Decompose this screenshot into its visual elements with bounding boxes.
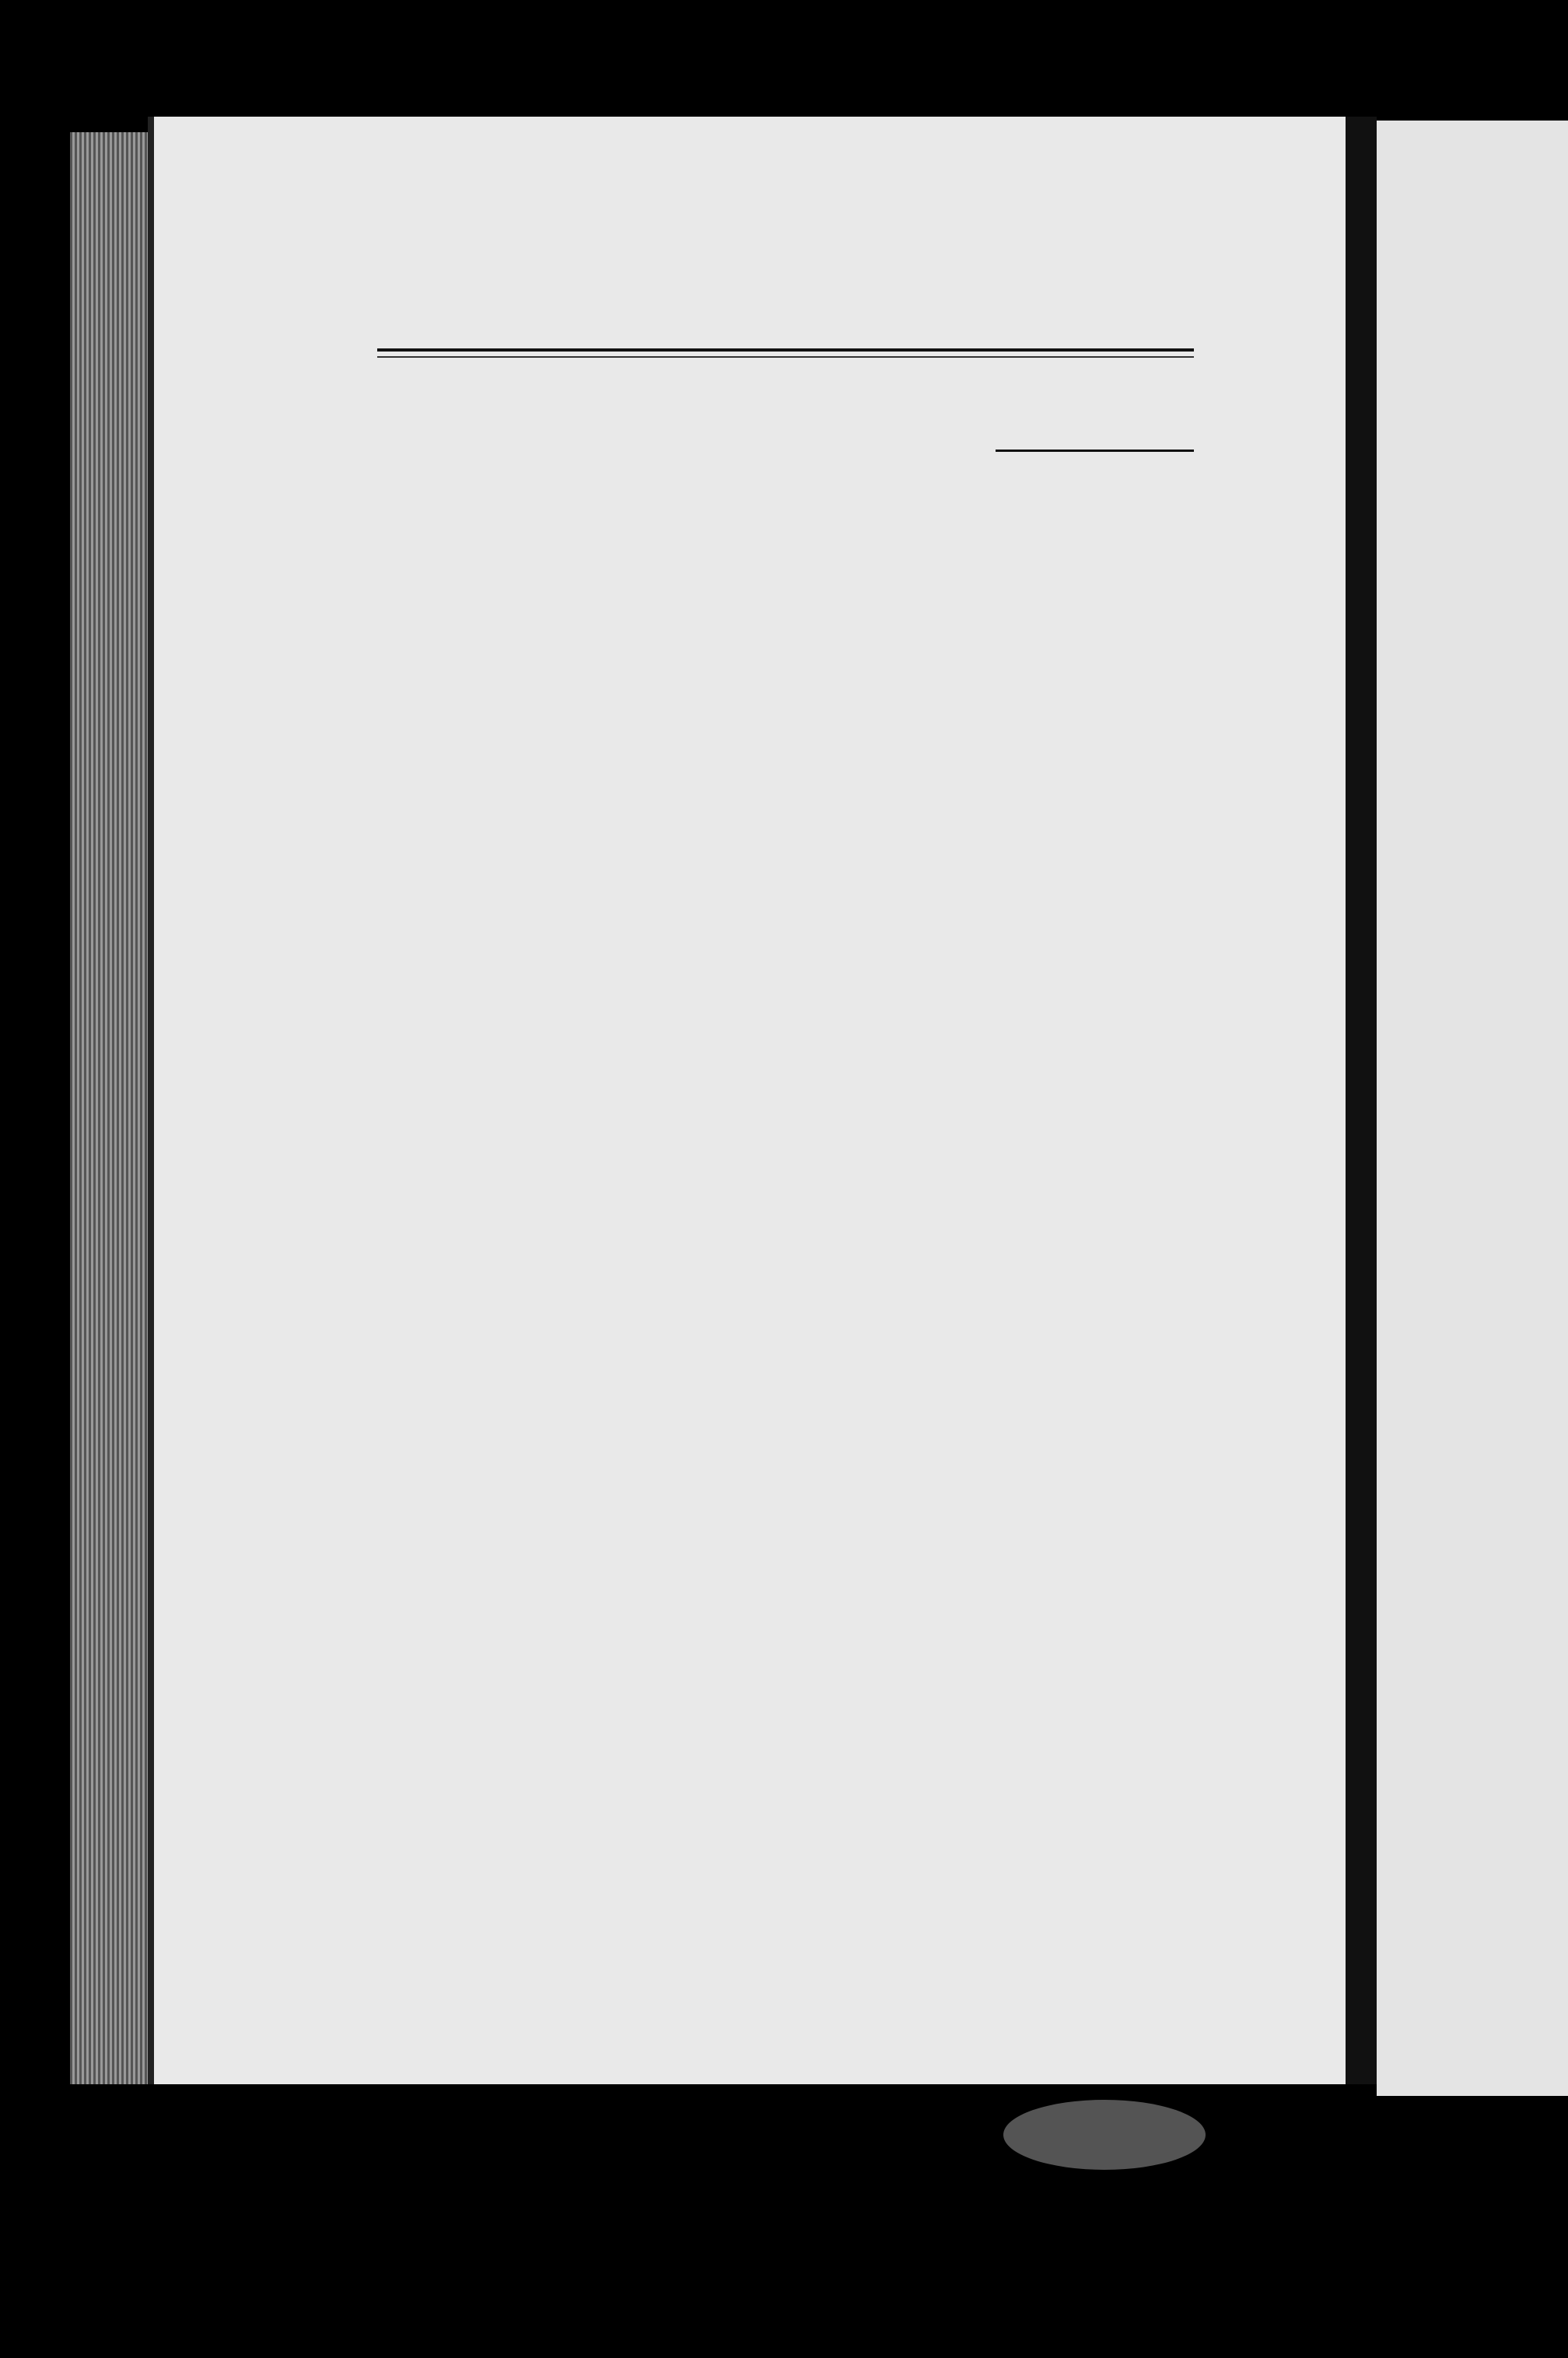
header-rule bbox=[996, 450, 1194, 452]
top-rule-thin bbox=[377, 356, 1194, 358]
library-stamp bbox=[1003, 2100, 1206, 2170]
facing-page bbox=[1377, 121, 1568, 2096]
top-rule bbox=[377, 348, 1194, 352]
book-page-edges bbox=[70, 132, 148, 2084]
book-gutter bbox=[1346, 117, 1377, 2084]
book-page bbox=[148, 117, 1352, 2084]
